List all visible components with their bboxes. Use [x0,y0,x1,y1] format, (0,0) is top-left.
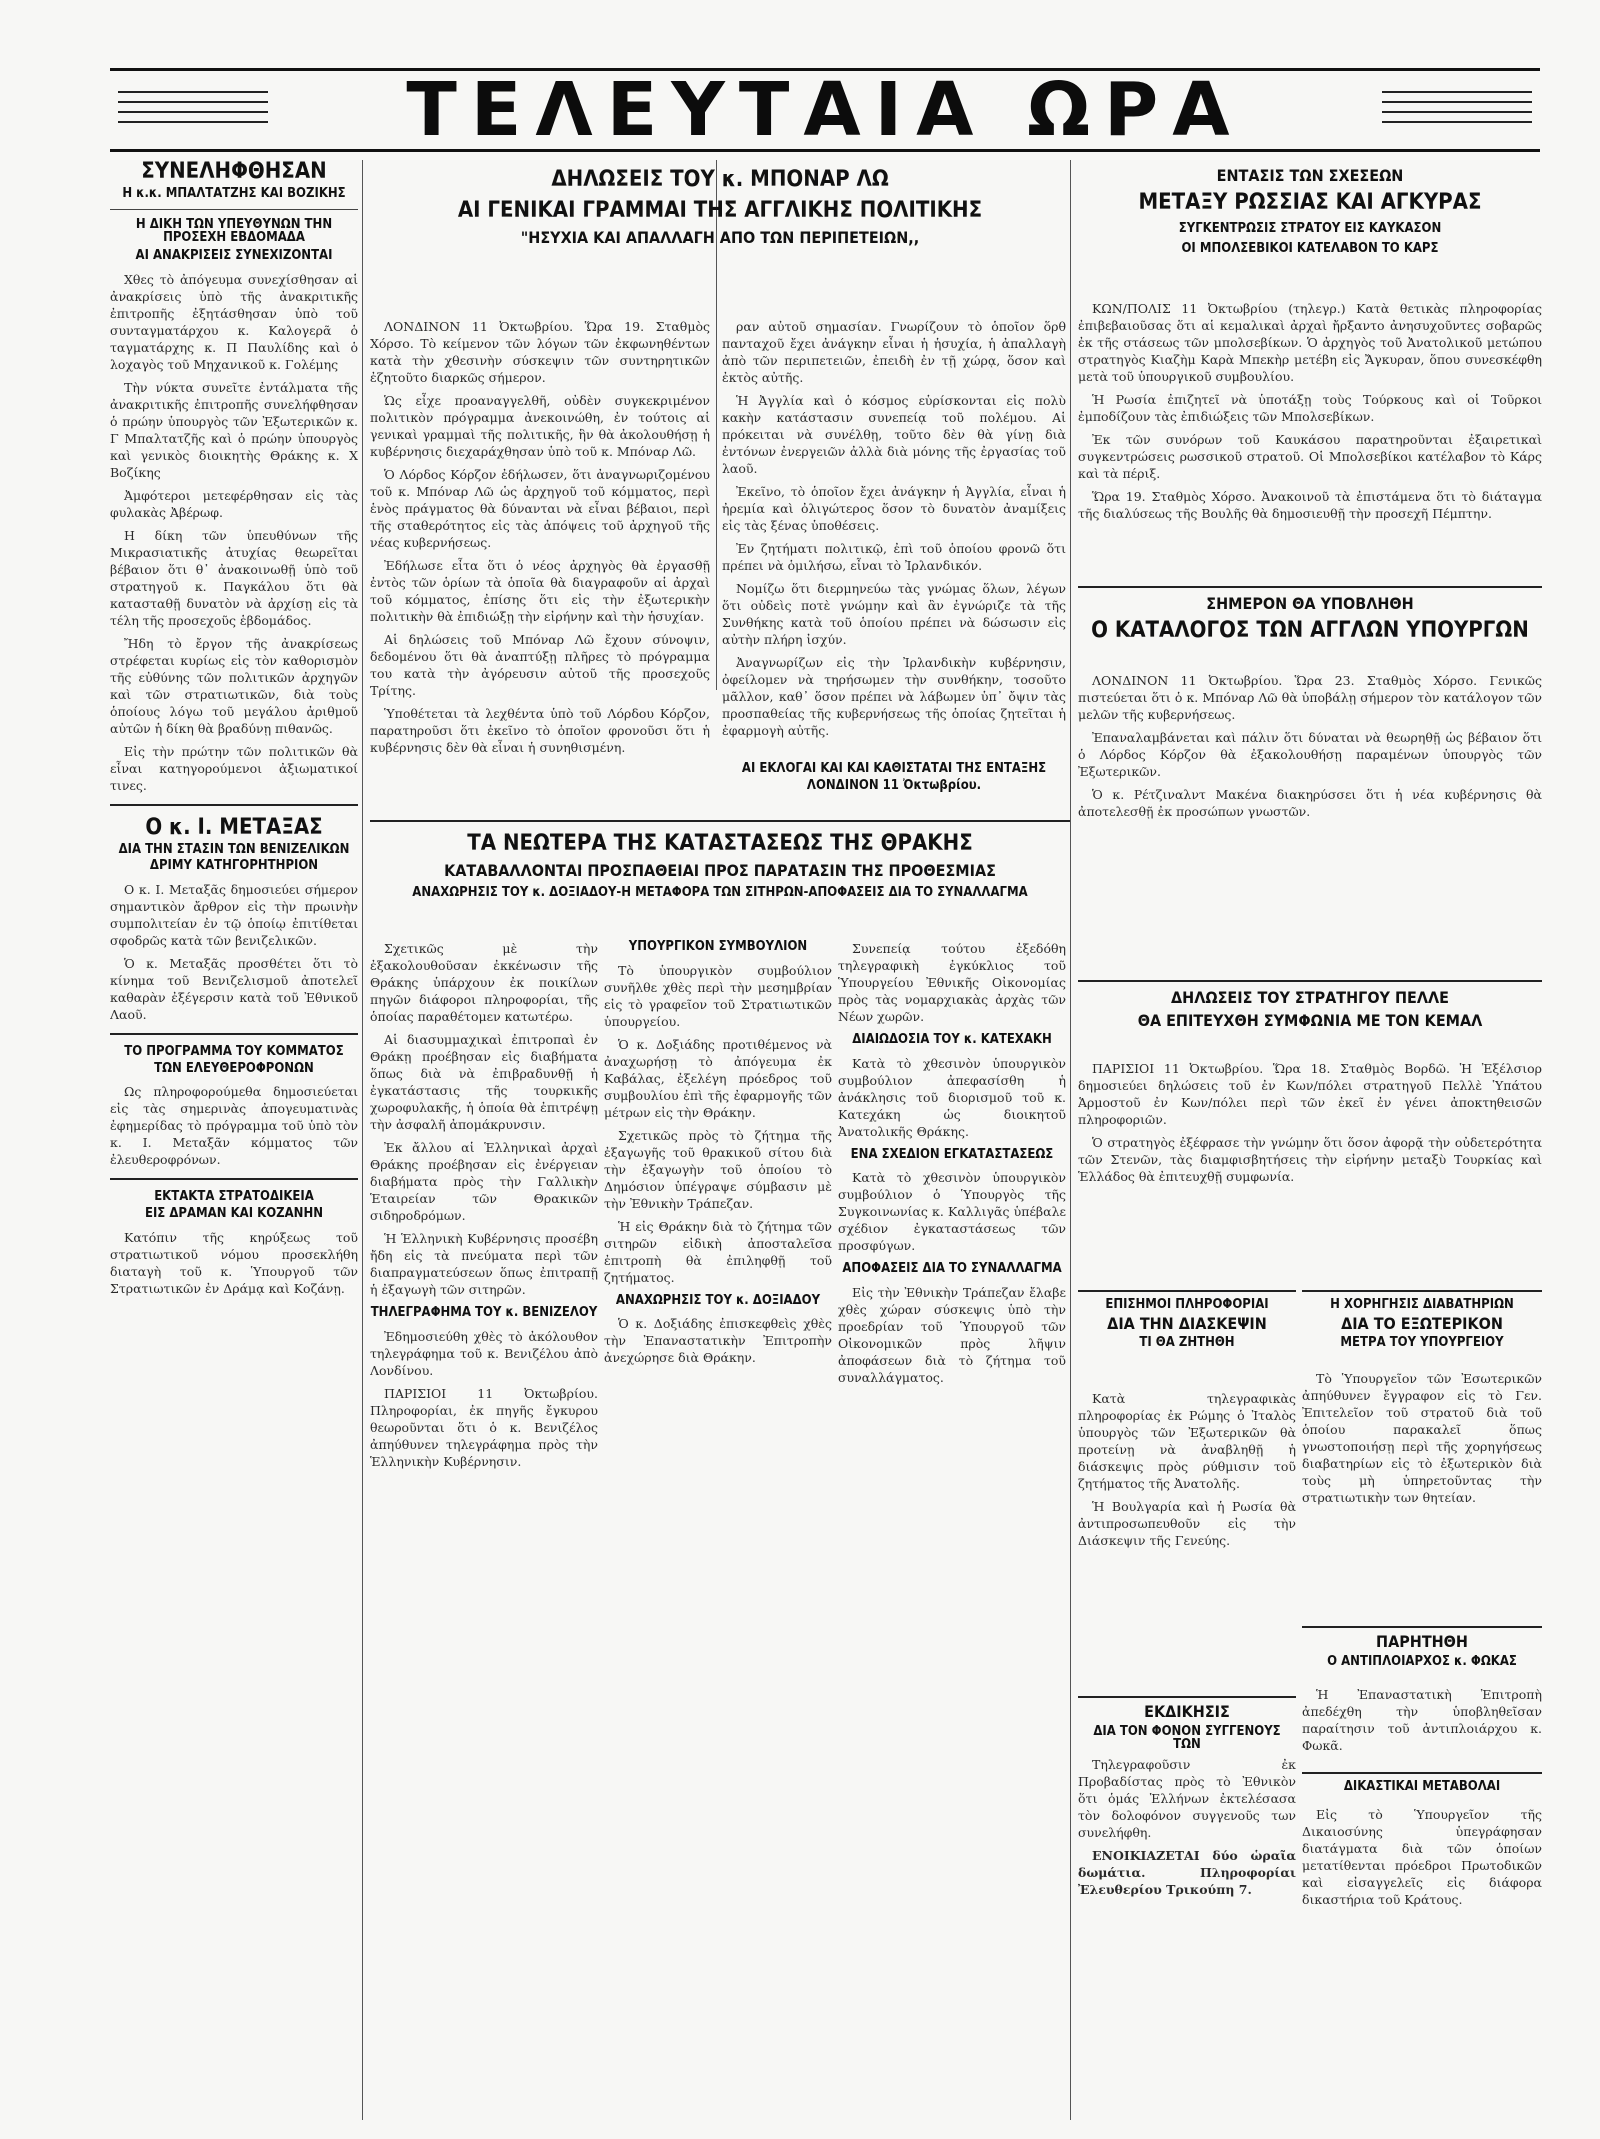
article-body: Τὸ Ὑπουργεῖον τῶν Ἐσωτερικῶν ἀπηύθυνεν ἔγγραφον εἰς τὸ Γεν. Ἐπιτελεῖον τοῦ στρατοῦ διὰ τοῦ ὁποίου παρακαλεῖ ὅπως γνωστοποιήσῃ περὶ τῆς χορηγήσεως διαβατηρίων εἰς τὸ ἐξωτερικὸν διὰ τοὺς μὴ ὑπηρετοῦντας τὴν στρατιωτικὴν των θητείαν. [1302,1371,1542,1505]
article-body: Τηλεγραφοῦσιν ἐκ Προβαδίστας πρὸς τὸ Ἐθνικὸν ὅτι ὁμάς Ἑλλήνων ἐκτελέσασα τὸν δολοφόνον συγγενοῦς των συνελήφθη. ΕΝΟΙΚΙΑΖΕΤΑΙ δύο ὡραῖα δωμάτια. Πληροφορίαι Ἐλευθερίου Τρικούπη 7. [1078,1757,1296,1897]
column-left [110,160,358,2120]
subheadline: ΜΕΤΡΑ ΤΟΥ ΥΠΟΥΡΓΕΙΟΥ [1340,1335,1504,1351]
article-body: Χθες τὸ ἀπόγευμα συνεχίσθησαν αἱ ἀνακρίσεις ὑπὸ τῆς ἀνακριτικῆς ἐπιτροπῆς ἐξητάσθησαν ὑπὸ τοῦ συνταγματάρχου κ. Καλογερᾶ ὁ ταγματάρχης κ. Π Παυλίδης καὶ ὁ λοχαγὸς τοῦ Μηχανικοῦ κ. Γολέμης Τὴν νύκτα συνεῖτε ἐντάλματα τῆς ἀνακριτικῆς ἐπιτροπῆς συνελήφθησαν ὁ πρώην ὑπουργὸς τῶν Ἐξωτερικῶν κ. Γ Μπαλτατζῆς καὶ ὁ πρώην ὑπουργὸς καὶ γενικὸς διοικητὴς Θράκης κ. Χ Βοζίκης Ἀμφότεροι μετεφέρθησαν εἰς τὰς φυλακὰς Ἀβέρωφ. Η δίκη τῶν ὑπευθύνων τῆς Μικρασιατικῆς ἀτυχίας θεωρεῖται βέβαιον ὅτι θ᾽ ἀνακοινωθῇ ὑπὸ τοῦ στρατηγοῦ κ. Παγκάλου ὅτι θὰ κατασταθῇ δυνατὸν νὰ ἀρχίσῃ εἰς τὰ τέλη τῆς προσεχοῦς ἑβδομάδος. Ἤδη τὸ ἔργον τῆς ἀνακρίσεως στρέφεται κυρίως εἰς τὸν καθορισμὸν τῆς εὐθύνης τῶν πολιτικῶν ἀρχηγῶν καὶ τῶν στρατιωτικῶν, διὰ τοὺς ὁποίους λόγω τοῦ μεγάλου ἀριθμοῦ αὐτῶν ἡ δίκη θὰ βραδύνῃ πιθανῶς. Εἰς τὴν πρώτην τῶν πολιτικῶν θὰ εἶναι κατηγορούμενοι ἀξιωματικοί τινες. [110,271,358,793]
subheadline: ΔΡΙΜΥ ΚΑΤΗΓΟΡΗΤΗΡΙΟΝ [149,858,319,874]
passports-header [1302,1290,1542,1366]
subheadline: ΘΑ ΕΠΙΤΕΥΧΘΗ ΣΥΜΦΩΝΙΑ ΜΕ ΤΟΝ ΚΕΜΑΛ [1137,1010,1483,1030]
headline: ΕΝΤΑΣΙΣ ΤΩΝ ΣΧΕΣΕΩΝ [1216,168,1404,185]
article-body: Ο κ. Ι. Μεταξᾶς δημοσιεύει σήμερον σημαντικὸν ἄρθρον εἰς τὴν πρωινὴν συμπολιτείαν ἐν τῷ ὁποίῳ ἐπιτίθεται σφοδρῶς κατὰ τῶν βενιζελικῶν. Ὁ κ. Μεταξᾶς προσθέτει ὅτι τὸ κίνημα τοῦ Βενιζελισμοῦ ἀποτελεῖ καθαρὰν ἐξέγερσιν κατὰ τοῦ Ἐθνικοῦ Λαοῦ. [110,882,358,1023]
conference-header [1078,1290,1296,1388]
right-ornament-icon [1382,81,1532,137]
russia-header [1078,168,1542,288]
subheadline: ΔΙΑ ΤΟΝ ΦΟΝΟΝ ΣΥΓΓΕΝΟΥΣ ΤΩΝ [1093,1723,1281,1753]
subheadline: ΑΝΑΧΩΡΗΣΙΣ ΤΟΥ κ. ΔΟΞΙΑΔΟΥ [615,1292,821,1308]
article-body: Κατόπιν τῆς κηρύξεως τοῦ στρατιωτικοῦ νόμου προσεκλήθη διαταγὴ τοῦ κ. Ὑπουργοῦ τῶν Στρατιωτικῶν ἐν Δράμᾳ καὶ Κοζάνῃ. [110,1229,358,1296]
judicial-header [1302,1772,1542,1804]
article-body: ΛΟΝΔΙΝΟΝ 11 Ὀκτωβρίου. Ὥρα 23. Σταθμὸς Χόρσο. Γενικῶς πιστεύεται ὅτι ὁ κ. Μπόναρ Λῶ θὰ ὑποβάλῃ σήμερον τὸν κατάλογον τῶν μελῶν τῆς κυβερνήσεως. Ἐπαναλαμβάνεται καὶ πάλιν ὅτι δύναται νὰ θεωρηθῇ ὡς βέβαιον ὅτι ὁ Λόρδος Κόρζον θὰ ἐξακολουθήσῃ παραμένων ὑπουργὸς τῶν Ἐξωτερικῶν. Ὁ κ. Ρέτζιναλντ Μακένα διακηρύσσει ὅτι ἡ νέα κυβέρνησις θὰ ἀποτελεσθῇ ἐκ προσώπων γνωστῶν. [1078,673,1542,819]
pelle-header [1078,980,1542,1058]
subheadline: Ο ΚΑΤΑΛΟΓΟΣ ΤΩΝ ΑΓΓΛΩΝ ΥΠΟΥΡΓΩΝ [1091,617,1529,643]
headline: ΔΗΛΩΣΕΙΣ ΤΟΥ κ. ΜΠΟΝΑΡ ΛΩ [551,168,889,192]
masthead [110,68,1540,152]
article-body: Κατὰ τηλεγραφικὰς πληροφορίας ἐκ Ρώμης ὁ Ἰταλὸς ὑπουργὸς τῶν Ἐξωτερικῶν θὰ προτείνῃ νὰ ἀναβληθῇ ἡ διάσκεψις πρὸς ρύθμισιν τοῦ ζητήματος τῆς Ἀνατολῆς. Ἡ Βουλγαρία καὶ ἡ Ρωσία θὰ ἀντιπροσωπευθοῦν εἰς τὴν Διάσκεψιν τῆς Γενεύης. [1078,1391,1296,1548]
ministers-header [1078,586,1542,668]
subheadline: ΚΑΤΑΒΑΛΛΟΝΤΑΙ ΠΡΟΣΠΑΘΕΙΑΙ ΠΡΟΣ ΠΑΡΑΤΑΣΙΝ ΤΗΣ ΠΡΟΘΕΣΜΙΑΣ [444,861,996,881]
headline: Ο κ. Ι. ΜΕΤΑΞΑΣ [145,814,323,840]
article-body: ΠΑΡΙΣΙΟΙ 11 Ὀκτωβρίου. Ὥρα 18. Σταθμὸς Βορδῶ. Ἡ Ἐξέλσιορ δημοσιεύει δηλώσεις τοῦ ἐν Κων/πόλει στρατηγοῦ Πελλὲ Ὑπάτου Ἁρμοστοῦ ἐν Κων/πόλει περὶ τῶν ἐκεῖ ἐν γένει ἀποκτηθεισῶν πληροφοριῶν. Ὁ στρατηγὸς ἐξέφρασε τὴν γνώμην ὅτι ὅσον ἀφορᾷ τὴν οὐδετερότητα τῶν Στενῶν, τὰς διαμφισβητήσεις τὴν εἰρήνην μεταξὺ Τουρκίας καὶ Ἑλλάδος θὰ ἐπιτευχθῇ συμφωνία. [1078,1061,1542,1184]
subheadline: ΤΗΛΕΓΡΑΦΗΜΑ ΤΟΥ κ. ΒΕΝΙΖΕΛΟΥ [370,1305,598,1320]
subheadline: ΑΝΑΧΩΡΗΣΙΣ ΤΟΥ κ. ΔΟΞΙΑΔΟΥ-Η ΜΕΤΑΦΟΡΑ ΤΩΝ ΣΙΤΗΡΩΝ-ΑΠΟΦΑΣΕΙΣ ΔΙΑ ΤΟ ΣΥΝΑΛΛΑΓΜΑ [412,884,1028,900]
subheadline: Ο ΑΝΤΙΠΛΟΙΑΡΧΟΣ κ. ΦΩΚΑΣ [1327,1653,1517,1669]
subheadline: ΑΙ ΕΚΛΟΓΑΙ ΚΑΙ ΚΑΙ ΚΑΘΙΣΤΑΤΑΙ ΤΗΣ ΕΝΤΑΞΗΣ [741,762,1047,776]
headline: ΕΚΤΑΚΤΑ ΣΤΡΑΤΟΔΙΚΕΙΑ [154,1189,314,1205]
headline: ΠΑΡΗΤΗΘΗ [1376,1632,1468,1651]
classified-ad: ΕΝΟΙΚΙΑΖΕΤΑΙ δύο ὡραῖα δωμάτια. Πληροφορίαι Ἐλευθερίου Τρικούπη 7. [1078,1848,1296,1897]
headline: ΔΗΛΩΣΕΙΣ ΤΟΥ ΣΤΡΑΤΗΓΟΥ ΠΕΛΛΕ [1171,988,1449,1007]
headline: ΣΥΝΕΛΗΦΘΗΣΑΝ [141,160,327,184]
subheadline: ΑΙ ΑΝΑΚΡΙΣΕΙΣ ΣΥΝΕΧΙΖΟΝΤΑΙ [135,248,333,264]
subheadline: Η κ.κ. ΜΠΑΛΤΑΤΖΗΣ ΚΑΙ ΒΟΖΙΚΗΣ [122,186,346,202]
headline: ΕΠΙΣΗΜΟΙ ΠΛΗΡΟΦΟΡΙΑΙ [1105,1297,1269,1312]
headline: ΣΗΜΕΡΟΝ ΘΑ ΥΠΟΒΛΗΘΗ [1206,594,1414,613]
article-body: Εἰς τὸ Ὑπουργεῖον τῆς Δικαιοσύνης ὑπεγράφησαν διατάγματα διὰ τῶν ὁποίων μετατίθενται πρόεδροι Πρωτοδικῶν καὶ εἰσαγγελεῖς εἰς διάφορα δικαστήρια τοῦ Κράτους. [1302,1807,1542,1907]
subheadline: ΑΙ ΓΕΝΙΚΑΙ ΓΡΑΜΜΑΙ ΤΗΣ ΑΓΓΛΙΚΗΣ ΠΟΛΙΤΙΚΗΣ [457,198,983,224]
subheadline: ΥΠΟΥΡΓΙΚΟΝ ΣΥΜΒΟΥΛΙΟΝ [628,940,808,954]
subheadline: ΜΕΤΑΞΥ ΡΩΣΣΙΑΣ ΚΑΙ ΑΓΚΥΡΑΣ [1138,189,1482,215]
article-body: Σχετικῶς μὲ τὴν ἐξακολουθοῦσαν ἐκκένωσιν τῆς Θράκης ὑπάρχουν ἐκ ποικίλων πηγῶν διάφοροι πληροφορίαι, τῆς ὁποίας παραθέτομεν κατωτέρω. Αἱ διασυμμαχικαὶ ἐπιτροπαὶ ἐν Θράκῃ προέβησαν εἰς διαβήματα ὅπως διὰ νὰ ἐπιβραδυνθῇ ἡ ἐγκατάστασις τῆς τουρκικῆς χωροφυλακῆς, ἡ ὁποία θὰ ἐπιτρέψῃ τὴν ἀσφαλῆ ἀπομάκρυνσιν. Ἐκ ἄλλου αἱ Ἑλληνικαὶ ἀρχαὶ Θράκης προέβησαν εἰς ἐνέργειαν διαβήματα πρὸς τὴν Γαλλικὴν Ἑταιρείαν τῶν Θρακικῶν σιδηροδρόμων. Ἡ Ἑλληνικὴ Κυβέρνησις προσέβη ἤδη εἰς τὰ πνεύματα περὶ τῶν διαπραγματεύσεων ὅπως ἐπιτραπῇ ἡ ἐξαγωγὴ τῶν σιτηρῶν. ΤΗΛΕΓΡΑΦΗΜΑ ΤΟΥ κ. ΒΕΝΙΖΕΛΟΥ Ἐδημοσιεύθη χθὲς τὸ ἀκόλουθον τηλεγράφημα τοῦ κ. Βενιζέλου ἀπὸ Λονδίνου. ΠΑΡΙΣΙΟΙ 11 Ὀκτωβρίου. Πληροφορίαι, ἐκ πηγῆς ἔγκυρου θεωροῦνται ὅτι ὁ κ. Βενιζέλος ἀπηύθυνεν τηλεγράφημα πρὸς τὴν Ἑλληνικὴν Κυβέρνησιν. [370,941,598,1469]
subheadline: ΔΙΑ ΤΟ ΕΞΩΤΕΡΙΚΟΝ [1341,1313,1503,1333]
subheadline: ΑΠΟΦΑΣΕΙΣ ΔΙΑ ΤΟ ΣΥΝΑΛΛΑΓΜΑ [842,1261,1062,1277]
subheadline: "ΗΣΥΧΙΑ ΚΑΙ ΑΠΑΛΛΑΓΗ ΑΠΟ ΤΩΝ ΠΕΡΙΠΕΤΕΙΩΝ,, [520,228,920,248]
bonar-law-header [370,168,1070,308]
article-body: Ἡ Ἐπαναστατικὴ Ἐπιτροπὴ ἀπεδέχθη τὴν ὑποβληθεῖσαν παραίτησιν τοῦ ἀντιπλοιάρχου κ. Φωκᾶ. [1302,1687,1542,1753]
subheadline: ΤΩΝ ΕΛΕΥΘΕΡΟΦΡΟΝΩΝ [154,1060,314,1076]
article-body: ΛΟΝΔΙΝΟΝ 11 Ὀκτωβρίου. Ὥρα 19. Σταθμὸς Χόρσο. Τὸ κείμενον τῶν λόγων τῶν ἐκφωνηθέντων κατὰ τὴν χθεσινὴν σύσκεψιν τῶν συντηρητικῶν ἐζητοῦτο διαρκῶς σήμερον. Ὡς εἶχε προαναγγελθῆ, οὐδὲν συγκεκριμένον πολιτικὸν πρόγραμμα ἀνεκοινώθη, ἐν τούτοις αἱ γενικαὶ γραμμαὶ τῆς πολιτικῆς, ἣν θὰ ἀκολουθήσῃ ἡ κυβέρνησις διεχαράχθησαν ὑπὸ τοῦ κ. Μπόναρ Λῶ. Ὁ Λόρδος Κόρζον ἐδήλωσεν, ὅτι ἀναγνωριζομένου τοῦ κ. Μπόναρ Λῶ ὡς ἀρχηγοῦ τοῦ κόμματος, περὶ ἑνὸς πράγματος θὰ δύνανται νὰ εἶναι βέβαιοι, περὶ τῆς σταθερότητος εἰς τὰς ἀπόψεις τοῦ ἀρχηγοῦ τῆς νέας κυβερνήσεως. Ἐδήλωσε εἶτα ὅτι ὁ νέος ἀρχηγὸς θὰ ἐργασθῇ ἐντὸς τῶν ὁρίων τὰ ὁποῖα θὰ διαγραφοῦν αἱ ἀρχαὶ τοῦ κόμματος, ἐπίσης ὅτι εἰς τὴν ἐξωτερικὴν πολιτικὴν θὰ ἐπιδιώξῃ τὴν εἰρήνην καὶ τὴν ἡσυχίαν. Αἱ δηλώσεις τοῦ Μπόναρ Λῶ ἔχουν σύνοψιν, δεδομένου ὅτι θὰ ἀναπτύξῃ πλῆρες τὸ πρόγραμμα του κατὰ τὴν ἀγόρευσιν αὐτοῦ τῆς προσεχοῦς Τρίτης. Ὑποθέτεται τὰ λεχθέντα ὑπὸ τοῦ Λόρδου Κόρζον, παρατηροῦσι ὅτι ἐκεῖνο τὸ ὁποῖον φρονοῦσι ὅτι ἡ κυβέρνησις δὲν θὰ εἶναι ἡ συνηθισμένη. [370,319,710,755]
article-body: ΚΩΝ/ΠΟΛΙΣ 11 Ὀκτωβρίου (τηλεγρ.) Κατὰ θετικὰς πληροφορίας ἐπιβεβαιοῦσας ὅτι αἱ κεμαλικαὶ ἀρχαὶ ἤρξαντο ἀνησυχοῦντες σοβαρῶς ἐκ τῆς στάσεως τῶν μπολσεβίκων. Ὁ ἀρχηγὸς τοῦ Ἀνατολικοῦ μετώπου στρατηγὸς Κιαζὴμ Καρὰ Μπεκὴρ μετέβη εἰς Ἄγκυραν, ὅπου συνεσκέφθη μετὰ τοῦ ὑπουργικοῦ συμβουλίου. Ἡ Ρωσία ἐπιζητεῖ νὰ ὑποτάξῃ τοὺς Τούρκους καὶ οἱ Τοῦρκοι ἐμποδίζουν τὰς ἐπιδιώξεις τῶν Μπολσεβίκων. Ἐκ τῶν συνόρων τοῦ Καυκάσου παρατηροῦνται ἐξαιρετικαὶ συγκεντρώσεις ρωσσικοῦ στρατοῦ. Οἱ Μπολσεβίκοι κατέλαβον τὸ Κάρς καὶ τὰ πέριξ. Ὥρα 19. Σταθμὸς Χόρσο. Ἀνακοινοῦ τὰ ἐπιστάμενα ὅτι τὸ διάταγμα τῆς διαλύσεως τῆς Βουλῆς θὰ δημοσιευθῇ τὴν προσεχῆ Πέμπτην. [1078,301,1542,521]
subheadline: ΕΝΑ ΣΧΕΔΙΟΝ ΕΓΚΑΤΑΣΤΑΣΕΩΣ [850,1146,1054,1162]
resignation-header [1302,1626,1542,1684]
subheadline: ΣΥΓΚΕΝΤΡΩΣΙΣ ΣΤΡΑΤΟΥ ΕΙΣ ΚΑΥΚΑΣΟΝ [1178,220,1442,236]
article-body: Ως πληροφορούμεθα δημοσιεύεται εἰς τὰς σημερινὰς ἀπογευματινὰς ἐφημερίδας τὸ πρόγραμμα τοῦ ὑπὸ τὸν κ. Ι. Μεταξᾶν κόμματος τῶν ἐλευθεροφρόνων. [110,1084,358,1168]
article-body: ΥΠΟΥΡΓΙΚΟΝ ΣΥΜΒΟΥΛΙΟΝ Τὸ ὑπουργικὸν συμβούλιον συνῆλθε χθὲς περὶ τὴν μεσημβρίαν εἰς τὸ γραφεῖον τοῦ Στρατιωτικῶν ὑπουργείου. Ὁ κ. Δοξιάδης προτιθέμενος νὰ ἀναχωρήσῃ τὸ ἀπόγευμα ἐκ Καβάλας, ἐξελέγη πρόεδρος τοῦ συμβουλίου ἐπὶ τῆς ἐφαρμογῆς τῶν μέτρων εἰς τὴν Θράκην. Σχετικῶς πρὸς τὸ ζήτημα τῆς ἐξαγωγῆς τοῦ θρακικοῦ σίτου διὰ τὴν ἐξαγωγὴν τοῦ ὁποίου τὸ Δημόσιον ὑπέγραψε σύμβασιν μὲ τὴν Ἐθνικὴν Τράπεζαν. Ἡ εἰς Θράκην διὰ τὸ ζήτημα τῶν σιτηρῶν εἰδικὴ ἀποσταλεῖσα ἐπιτροπὴ θὰ ἐπιληφθῇ τοῦ ζητήματος. ΑΝΑΧΩΡΗΣΙΣ ΤΟΥ κ. ΔΟΞΙΑΔΟΥ Ὁ κ. Δοξιάδης ἐπισκεφθεὶς χθὲς τὴν Ἐπαναστατικὴν Ἐπιτροπὴν ἀνεχώρησε διὰ Θράκην. [604,940,832,1366]
subheadline: ΔΙΑ ΤΗΝ ΔΙΑΣΚΕΨΙΝ [1107,1313,1267,1333]
dateline: ΛΟΝΔΙΝΟΝ 11 Ὀκτωβρίου. [806,777,982,793]
subheadline: ΤΙ ΘΑ ΖΗΤΗΘΗ [1139,1335,1235,1351]
article-body: ραν αὐτοῦ σημασίαν. Γνωρίζουν τὸ ὁποῖον ὅρθ πανταχοῦ ἔχει ἀνάγκην εἶναι ἡ ἡσυχία, ἡ ἀπαλλαγὴ ἀπὸ τῶν περιπετειῶν, ἐπειδὴ ἐν τῇ χώρᾳ, ὅσον καὶ ἐκτὸς αὐτῆς. Ἡ Ἀγγλία καὶ ὁ κόσμος εὑρίσκονται εἰς πολὺ κακὴν κατάστασιν συνεπείᾳ τοῦ πολέμου. Αἱ πρόκειται νὰ συνέλθῃ, τοῦτο δὲν θὰ γίνῃ διὰ ἐντόνων ἐνεργειῶν ἀλλὰ διὰ μόνης τῆς ἐργασίας τοῦ λαοῦ. Ἐκεῖνο, τὸ ὁποῖον ἔχει ἀνάγκην ἡ Ἀγγλία, εἶναι ἡ ἠρεμία καὶ ὀλιγώτερος ὅσον τὸ δυνατὸν ἀναμίξεις εἰς τὰς ξένας ὑποθέσεις. Ἐν ζητήματι πολιτικῷ, ἐπὶ τοῦ ὁποίου φρονῶ ὅτι πρέπει νὰ ὁμιλήσω, εἶναι τὸ Ἰρλανδικόν. Νομίζω ὅτι διερμηνεύω τὰς γνώμας ὅλων, λέγων ὅτι οὐδεὶς ποτὲ γνώμην καὶ ἂν ἐγνώριζε τὰ τῆς Συνθήκης κατὰ τοῦ ὁποίου πρέπει νὰ δώσωσιν εἰς αὐτὴν πλήρη ἰσχύν. Ἀναγνωρίζων εἰς τὴν Ἰρλανδικὴν κυβέρνησιν, ὀφείλομεν νὰ τηρήσωμεν τὴν συνθήκην, τοσοῦτο μᾶλλον, καθ᾽ ὅσον πρέπει νὰ λάβωμεν ὑπ᾽ ὄψιν τὰς προσπαθείας τῆς κυβερνήσεως τῆς ὁποίας ζητεῖται ἡ ἐφαρμογὴ αὐτῆς. [722,319,1066,738]
article-body: Συνεπείᾳ τούτου ἐξεδόθη τηλεγραφικὴ ἐγκύκλιος τοῦ Ὑπουργείου Ἐθνικῆς Οἰκονομίας πρὸς τὰς νομαρχιακὰς ἀρχὰς τῶν Νέων χωρῶν. ΔΙΑΙΩΔΟΣΙΑ ΤΟΥ κ. ΚΑΤΕΧΑΚΗ Κατὰ τὸ χθεσινὸν ὑπουργικὸν συμβούλιον ἀπεφασίσθη ἡ ἀνάκλησις τοῦ διορισμοῦ τοῦ κ. Κατεχάκη ὡς διοικητοῦ Ἀνατολικῆς Θράκης. ΕΝΑ ΣΧΕΔΙΟΝ ΕΓΚΑΤΑΣΤΑΣΕΩΣ Κατὰ τὸ χθεσινὸν ὑπουργικὸν συμβούλιον ὁ Ὑπουργὸς τῆς Συγκοινωνίας κ. Καλλιγᾶς ὑπέβαλε σχέδιον ἐγκαταστάσεως τῶν προσφύγων. ΑΠΟΦΑΣΕΙΣ ΔΙΑ ΤΟ ΣΥΝΑΛΛΑΓΜΑ Εἰς τὴν Ἐθνικὴν Τράπεζαν ἔλαβε χθὲς χώραν σύσκεψις ὑπὸ τὴν προεδρίαν τοῦ Ὑπουργοῦ τῶν Οἰκονομικῶν πρὸς λῆψιν ἀποφάσεων διὰ τὸ ζήτημα τοῦ συναλλάγματος. [838,941,1066,1385]
headline: Η ΧΟΡΗΓΗΣΙΣ ΔΙΑΒΑΤΗΡΙΩΝ [1330,1297,1514,1312]
vengeance-header [1078,1696,1296,1754]
headline: ΕΚΔΙΚΗΣΙΣ [1144,1702,1230,1721]
headline: ΔΙΚΑΣΤΙΚΑΙ ΜΕΤΑΒΟΛΑΙ [1343,1779,1501,1794]
thrace-header [370,820,1070,932]
subheadline: ΕΙΣ ΔΡΑΜΑΝ ΚΑΙ ΚΟΖΑΝΗΝ [144,1205,324,1221]
subheadline: ΔΙΑ ΤΗΝ ΣΤΑΣΙΝ ΤΩΝ ΒΕΝΙΖΕΛΙΚΩΝ [118,841,350,857]
subheadline: Η ΔΙΚΗ ΤΩΝ ΥΠΕΥΘΥΝΩΝ ΤΗΝ ΠΡΟΣΕΧΗ ΕΒΔΟΜΑΔΑ [135,216,333,246]
headline: ΤΑ ΝΕΩΤΕΡΑ ΤΗΣ ΚΑΤΑΣΤΑΣΕΩΣ ΤΗΣ ΘΡΑΚΗΣ [467,831,973,856]
subheadline: ΟΙ ΜΠΟΛΣΕΒΙΚΟΙ ΚΑΤΕΛΑΒΟΝ ΤΟ ΚΑΡΣ [1181,240,1439,256]
section-footer [722,762,1066,810]
subheadline: ΔΙΑΙΩΔΟΣΙΑ ΤΟΥ κ. ΚΑΤΕΧΑΚΗ [852,1032,1052,1047]
headline: ΤΟ ΠΡΟΓΡΑΜΜΑ ΤΟΥ ΚΟΜΜΑΤΟΣ [124,1044,344,1060]
masthead-title: ΤΕΛΕΥΤΑΙΑ ΩΡΑ [406,67,1244,153]
